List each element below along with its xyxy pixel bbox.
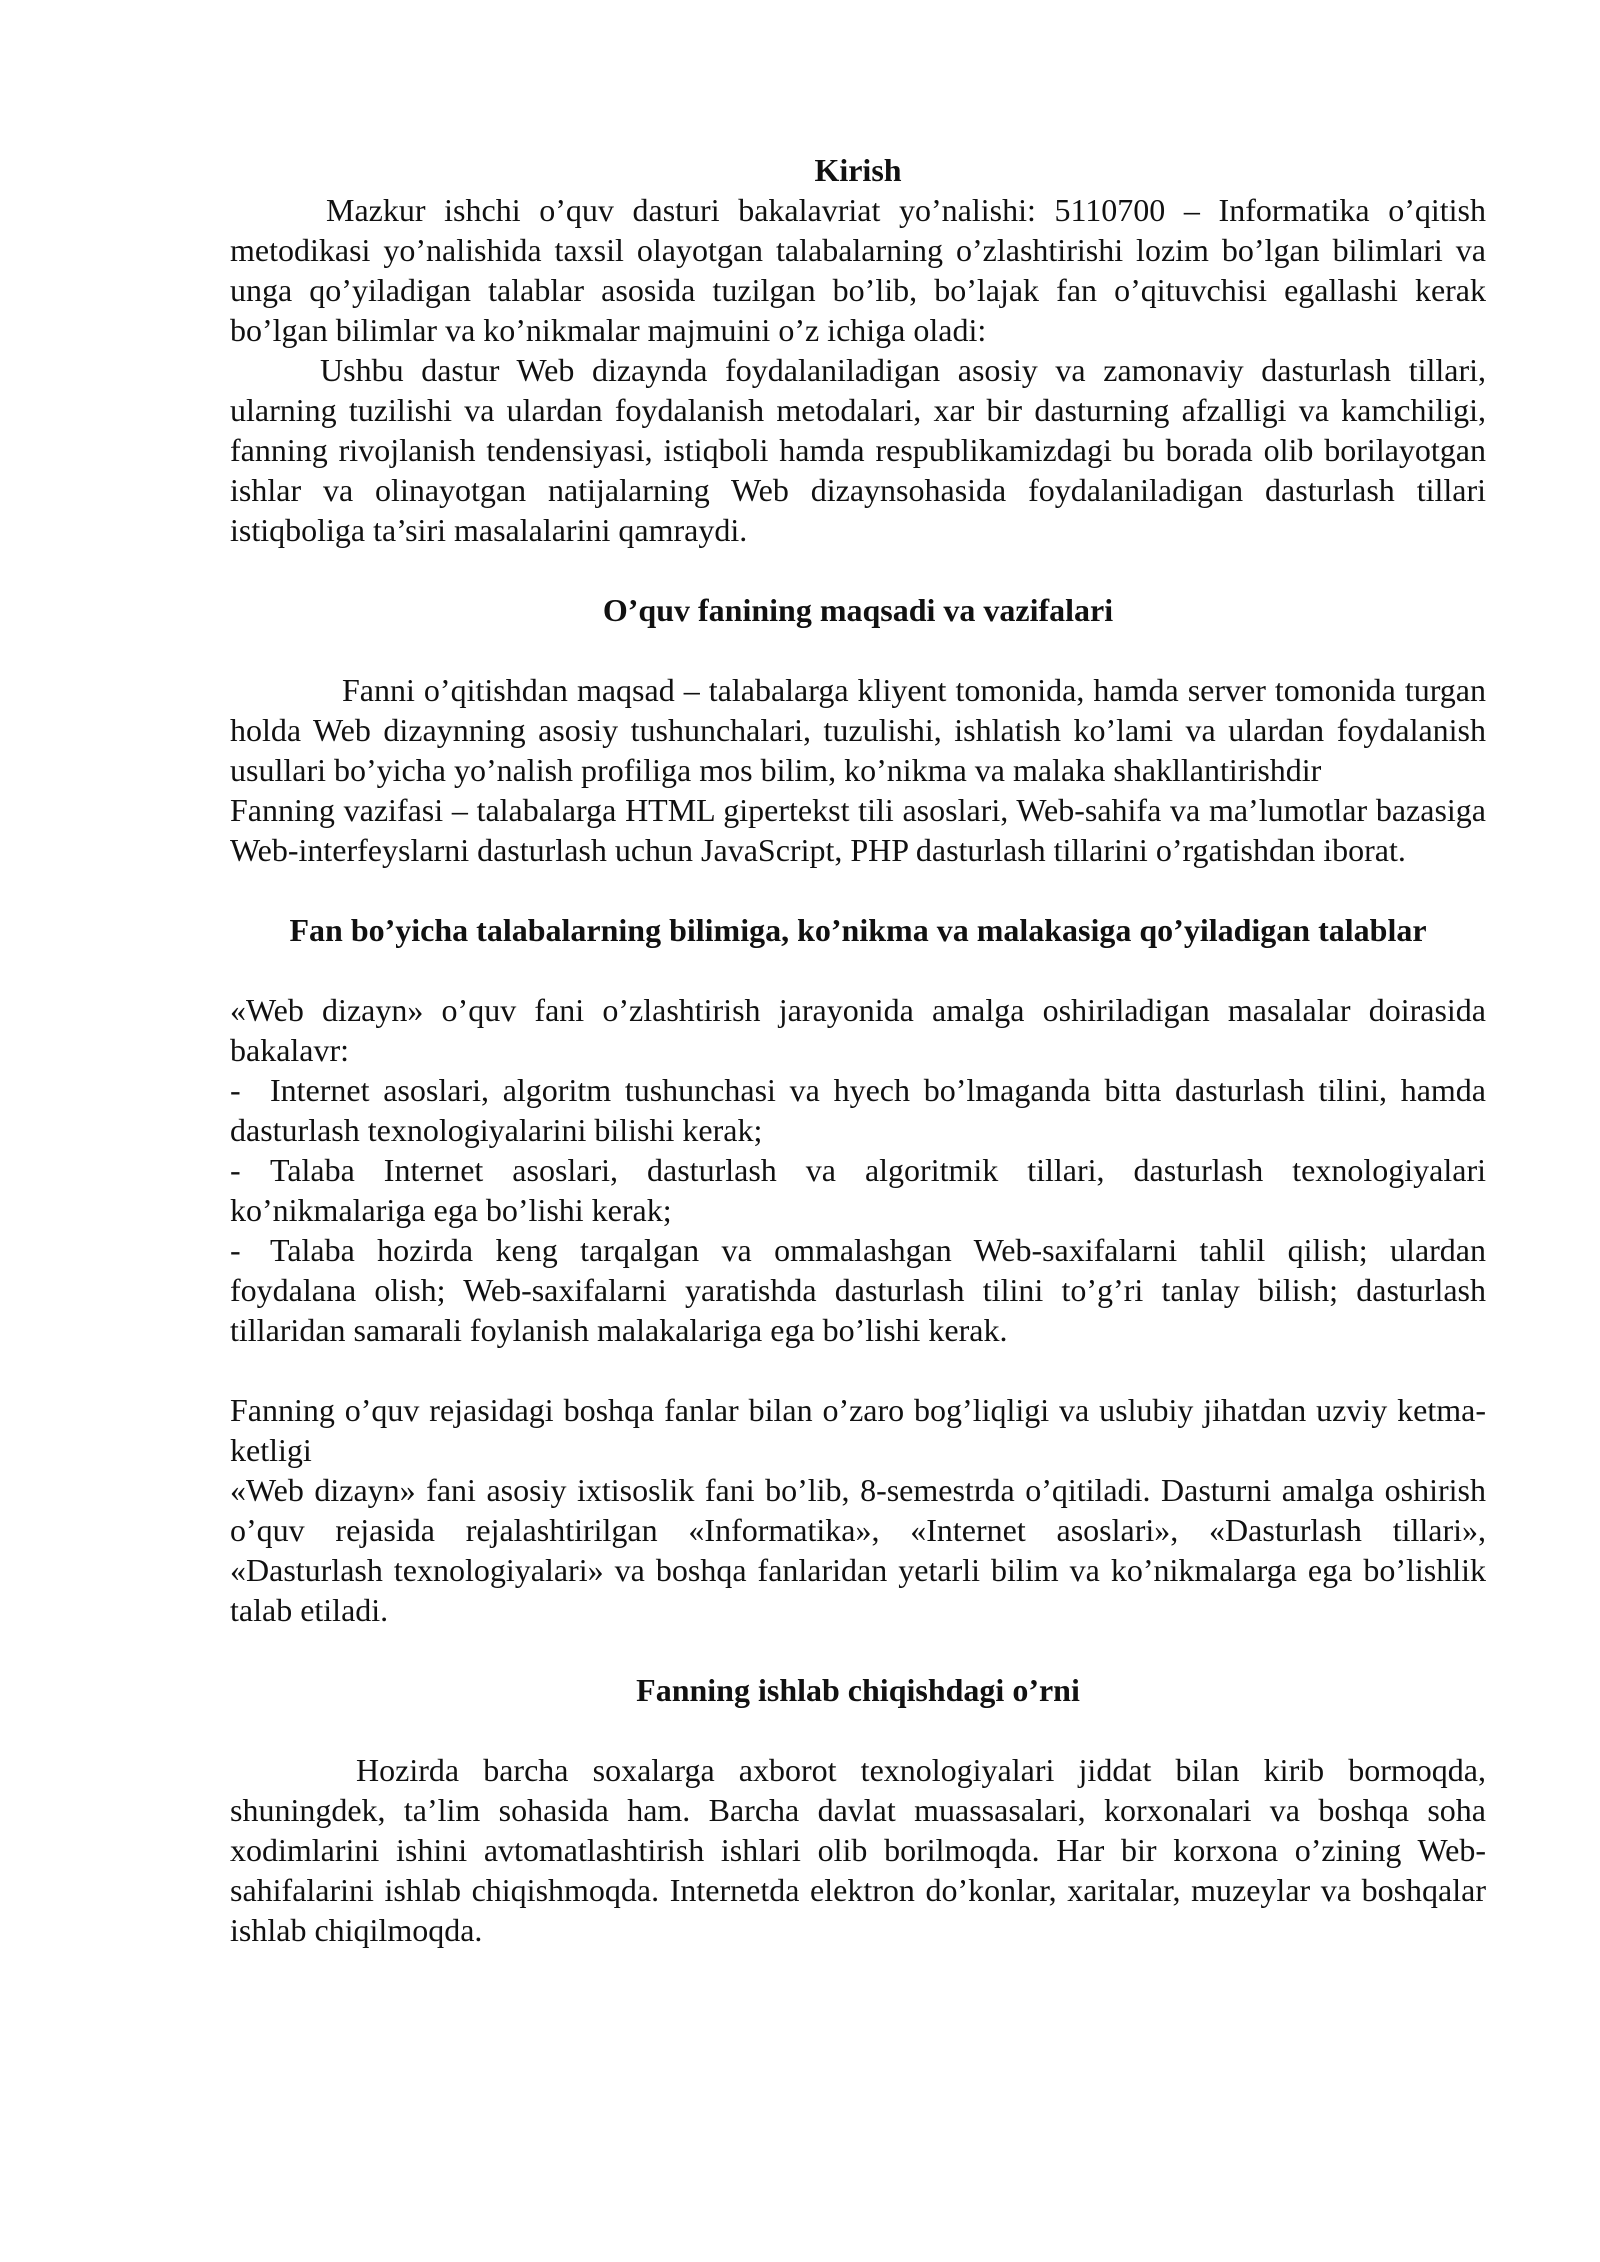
heading-goals: O’quv fanining maqsadi va vazifalari — [602, 592, 1114, 628]
relation-paragraph: «Web dizayn» fani asosiy ixtisoslik fani bo’lib, 8-semestrda o’qitiladi. Dasturni amalga oshirish o’quv rejasida rejalashtirilgan «Informatika», «Internet asoslari», «Dasturlash tillari», «Dasturlash texnologiyalari» va boshqa fanlaridan yetarli bilim va ko’nikmalarga ega bo’lishlik talab etiladi. — [230, 1472, 1486, 1628]
requirements-intro: «Web dizayn» o’quv fani o’zlashtirish jarayonida amalga oshiriladigan masalalar doirasida bakalavr: — [230, 992, 1486, 1068]
intro-paragraph-2: Ushbu dastur Web dizaynda foydalaniladigan asosiy va zamonaviy dasturlash tillari, ularning tuzilishi va ulardan foydalanish metodalari, xar bir dasturning afzalligi va kamchiligi, fanning rivojlanish tendensiyasi, istiqboli hamda respublikamizdagi bu borada olib borilayotgan ishlar va olinayotgan natijalarning Web dizaynsohasida foydalaniladigan dasturlash tillari istiqboliga ta’siri masalalarini qamraydi. — [230, 352, 1486, 548]
requirement-item-3 — [230, 1230, 1486, 1350]
requirement-item-1 — [230, 1070, 1486, 1150]
requirement-item-2-text: Talaba Internet asoslari, dasturlash va algoritmik tillari, dasturlash texnologiyalari ko’nikmalariga ega bo’lishi kerak; — [230, 1152, 1486, 1228]
heading-requirements: Fan bo’yicha talabalarning bilimiga, ko’nikma va malakasiga qo’yiladigan talablar — [289, 912, 1427, 948]
heading-kirish: Kirish — [814, 152, 902, 188]
bullet-marker: - — [230, 1152, 241, 1188]
requirement-item-2 — [230, 1150, 1486, 1230]
goals-paragraph-2: Fanning vazifasi – talabalarga HTML gipertekst tili asoslari, Web-sahifa va ma’lumotlar bazasiga Web-interfeyslarni dasturlash uchun JavaScript, PHP dasturlash tillarini o’rgatishdan iborat. — [230, 792, 1486, 868]
requirement-item-1-text: Internet asoslari, algoritm tushunchasi va hyech bo’lmaganda bitta dasturlash tilini, hamda dasturlash texnologiyalarini bilishi kerak; — [230, 1072, 1486, 1148]
requirement-item-3-text: Talaba hozirda keng tarqalgan va ommalashgan Web-saxifalarni tahlil qilish; ulardan foydalana olish; Web-saxifalarni yaratishda dasturlash tilini to’g’ri tanlay bilish; dasturlash tillaridan samarali foylanish malakalariga ega bo’lishi kerak. — [230, 1232, 1486, 1348]
intro-paragraph-1: Mazkur ishchi o’quv dasturi bakalavriat yo’nalishi: 5110700 – Informatika o’qitish metodikasi yo’nalishida taxsil olayotgan talabalarning o’zlashtirishi lozim bo’lgan bilimlari va unga qo’yiladigan talablar asosida tuzilgan bo’lib, bo’lajak fan o’qituvchisi egallashi kerak bo’lgan bilimlar va ko’nikmalar majmuini o’z ichiga oladi: — [230, 192, 1486, 348]
heading-place: Fanning ishlab chiqishdagi o’rni — [636, 1672, 1080, 1708]
relation-title: Fanning o’quv rejasidagi boshqa fanlar bilan o’zaro bog’liqligi va uslubiy jihatdan uzviy ketma-ketligi — [230, 1392, 1486, 1468]
place-paragraph: Hozirda barcha soxalarga axborot texnologiyalari jiddat bilan kirib bormoqda, shuningdek, ta’lim sohasida ham. Barcha davlat muassasalari, korxonalari va boshqa soha xodimlarini ishini avtomatlashtirish ishlari olib borilmoqda. Har bir korxona o’zining Web-sahifalarini ishlab chiqishmoqda. Internetda elektron do’konlar, xaritalar, muzeylar va boshqalar ishlab chiqilmoqda. — [230, 1752, 1486, 1948]
bullet-marker: - — [230, 1072, 241, 1108]
document-body — [230, 150, 1486, 1950]
goals-paragraph-1: Fanni o’qitishdan maqsad – talabalarga kliyent tomonida, hamda server tomonida turgan holda Web dizaynning asosiy tushunchalari, tuzulishi, ishlatish ko’lami va ulardan foydalanish usullari bo’yicha yo’nalish profiliga mos bilim, ko’nikma va malaka shakllantirishdir — [230, 672, 1486, 788]
bullet-marker: - — [230, 1232, 241, 1268]
